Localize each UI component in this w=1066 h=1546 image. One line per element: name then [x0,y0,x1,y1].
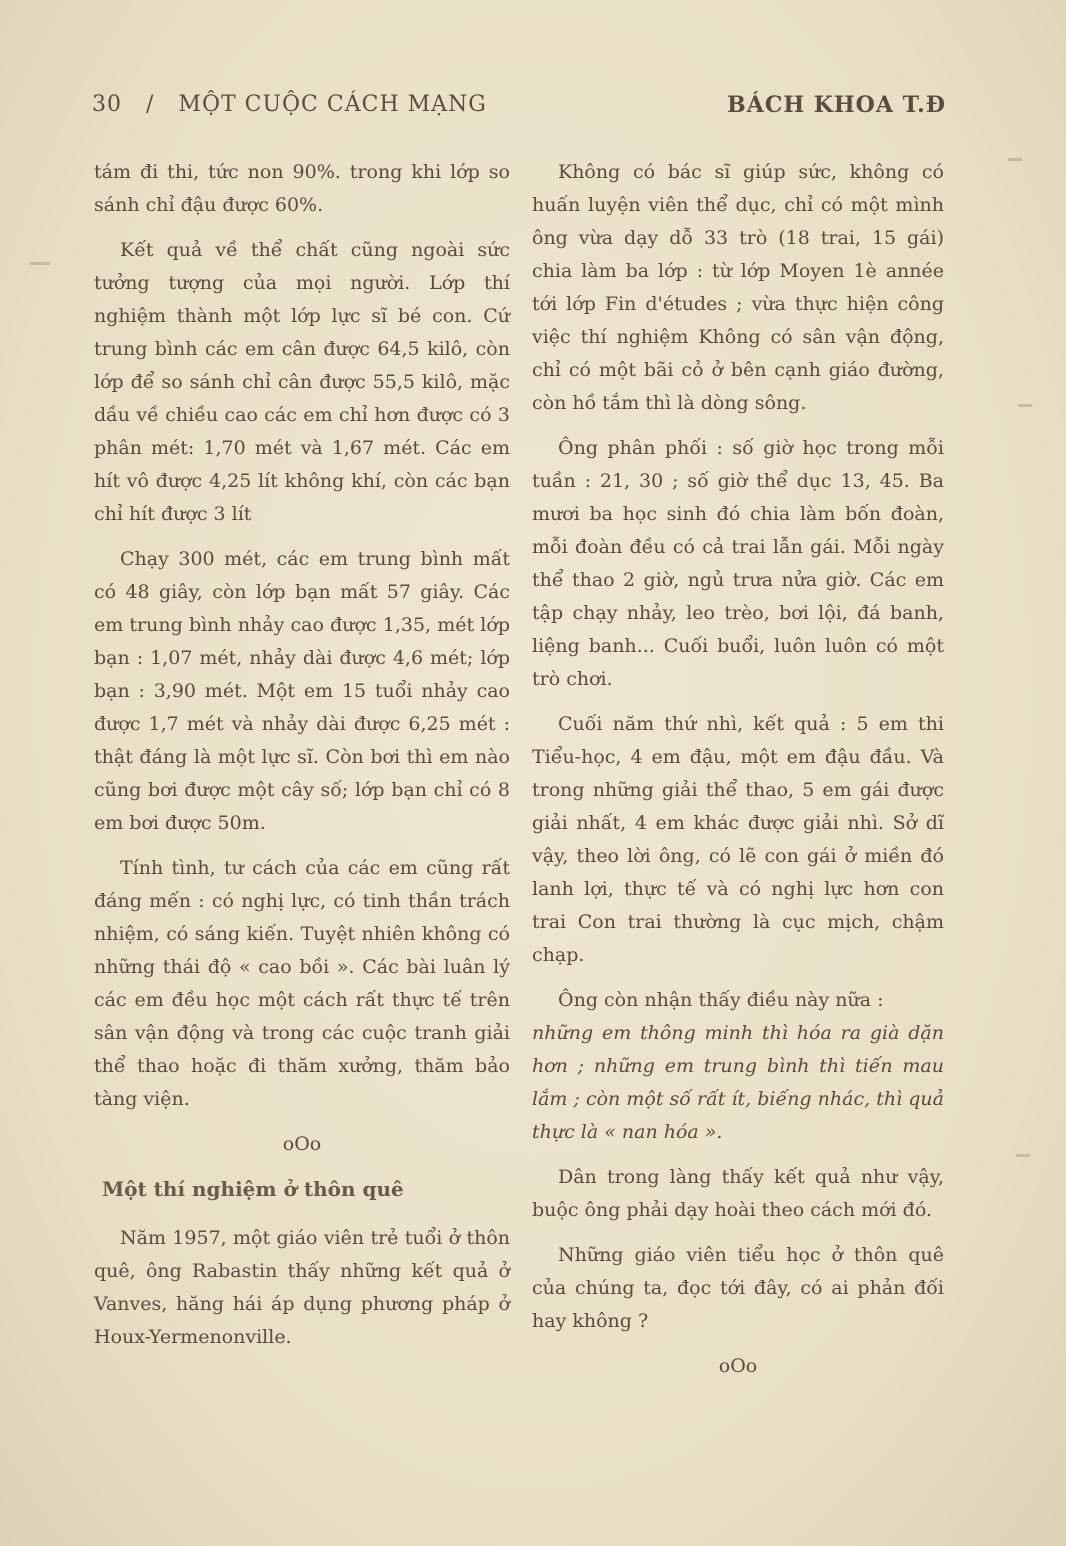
paper-mark [1016,1154,1030,1157]
page-header [92,92,946,128]
left-column [94,156,510,1366]
paragraph: tám đi thi, tức non 90%. trong khi lớp so sánh chỉ đậu được 60%. [94,161,510,216]
paragraph: Không có bác sĩ giúp sức, không có huấn luyện viên thể dục, chỉ có một mình ông vừa dạy dỗ 33 trò (18 trai, 15 gái) chia làm ba lớp : từ lớp Moyen 1è année tới lớp Fin d'études ; vừa thực hiện công việc thí nghiệm Không có sân vận động, chỉ có một bãi cỏ ở bên cạnh giáo đường, còn hồ tắm thì là dòng sông. [532,161,944,414]
paper-mark [1018,404,1032,407]
paragraph: Những giáo viên tiểu học ở thôn quê của chúng ta, đọc tới đây, có ai phản đối hay không ? [532,1244,944,1332]
subheading: Một thí nghiệm ở thôn quê [102,1177,404,1201]
right-column [532,156,944,1395]
publication-title: BÁCH KHOA T.Đ [727,92,946,118]
italic-paragraph: những em thông minh thì hóa ra già dặn hơn ; những em trung bình thì tiến mau lắm ; còn một số rất ít, biếng nhác, thì quả thực là « nan hóa ». [532,1022,944,1143]
paper-mark [30,262,50,265]
section-ornament: oOo [282,1133,322,1155]
paragraph: Kết quả về thể chất cũng ngoài sức tưởng tượng của mọi người. Lớp thí nghiệm thành một lớp lực sĩ bé con. Cứ trung bình các em cân được 64,5 kilô, còn lớp để so sánh chỉ cân được 55,5 kilô, mặc dầu về chiều cao các em chỉ hơn được có 3 phân mét: 1,70 mét và 1,67 mét. Các em hít vô được 4,25 lít không khí, còn các bạn chỉ hít được 3 lít [94,239,510,525]
paragraph: Ông còn nhận thấy điều này nữa : [558,989,884,1011]
paragraph: Ông phân phối : số giờ học trong mỗi tuần : 21, 30 ; số giờ thể dục 13, 45. Ba mươi ba học sinh đó chia làm bốn đoàn, mỗi đoàn đều có cả trai lẫn gái. Mỗi ngày thể thao 2 giờ, ngủ trưa nửa giờ. Các em tập chạy nhảy, leo trèo, bơi lội, đá banh, liệng banh... Cuối buổi, luôn luôn có một trò chơi. [532,437,944,690]
header-left [92,92,487,117]
paragraph: Cuối năm thứ nhì, kết quả : 5 em thi Tiểu-học, 4 em đậu, một em đậu đầu. Và trong những giải thể thao, 5 em gái được giải nhất, 4 em khác được giải nhì. Sở dĩ vậy, theo lời ông, có lẽ con gái ở miền đó lanh lợi, thực tế và có nghị lực hơn con trai Con trai thường là cục mịch, chậm chạp. [532,713,944,966]
paragraph: Năm 1957, một giáo viên trẻ tuổi ở thôn quê, ông Rabastin thấy những kết quả ở Vanves, hăng hái áp dụng phương pháp ở Houx-Yermenonville. [94,1227,510,1348]
header-separator: / [146,92,155,117]
page-number: 30 [92,92,122,117]
paragraph: Dân trong làng thấy kết quả như vậy, buộc ông phải dạy hoài theo cách mới đó. [532,1166,944,1221]
section-title: MỘT CUỘC CÁCH MẠNG [178,92,487,117]
paragraph: Tính tình, tư cách của các em cũng rất đáng mến : có nghị lực, có tinh thần trách nhiệm, có sáng kiến. Tuyệt nhiên không có những thái độ « cao bồi ». Các bài luân lý các em đều học một cách rất thực tế trên sân vận động và trong các cuộc tranh giải thể thao hoặc đi thăm xưởng, thăm bảo tàng viện. [94,857,510,1110]
paragraph: Chạy 300 mét, các em trung bình mất có 48 giây, còn lớp bạn mất 57 giây. Các em trung bình nhảy cao được 1,35, mét lớp bạn : 1,07 mét, nhảy dài được 4,6 mét; lớp bạn : 3,90 mét. Một em 15 tuổi nhảy cao được 1,7 mét và nhảy dài được 6,25 mét : thật đáng là một lực sĩ. Còn bơi thì em nào cũng bơi được một cây số; lớp bạn chỉ có 8 em bơi được 50m. [94,548,510,834]
paper-mark [1008,158,1022,161]
section-ornament: oOo [718,1355,758,1377]
